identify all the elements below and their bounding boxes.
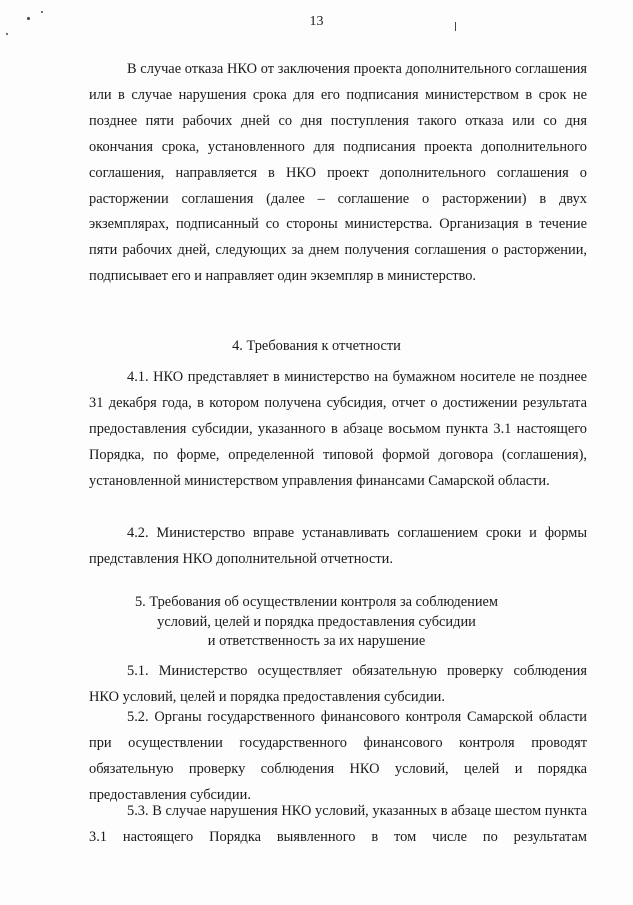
section-5-heading [0,593,633,652]
paragraph-termination [89,57,587,290]
heading-line: условий, целей и порядка предоставления субсидии [157,613,476,630]
paragraph-text: 5.1. Министерство осуществляет обязательную проверку соблюдения НКО условий, целей и порядка предоставления субсидии. [89,663,587,705]
paragraph-text: 4.2. Министерство вправе устанавливать соглашением сроки и формы представления НКО дополнительной отчетности. [89,525,587,567]
page-number: 13 [309,14,324,29]
paragraph-5-3 [89,799,587,851]
paragraph-text: 5.3. В случае нарушения НКО условий, указанных в абзаце шестом пункта 3.1 настоящего Порядка выявленного в том числе по результатам [89,803,587,845]
paragraph-text: В случае отказа НКО от заключения проекта дополнительного соглашения или в случае нарушения срока для его подписания министерством в срок не позднее пяти рабочих дней со дня поступления такого отказа или со дня окончания срока, установленного для подписания проекта дополнительного соглашения, направляется в НКО проект дополнительного соглашения о расторжении соглашения (далее – соглашение о расторжении) в двух экземплярах, подписанный со стороны министерства. Организация в течение пяти рабочих дней, следующих за днем получения соглашения о расторжении, подписывает его и направляет один экземпляр в министерство. [89,61,587,285]
paragraph-5-2 [89,705,587,809]
heading-line: 4. Требования к отчетности [232,338,401,354]
paragraph-4-2 [89,521,587,573]
section-4-heading [0,337,633,357]
paragraph-5-1 [89,659,587,711]
heading-line: 5. Требования об осуществлении контроля за соблюдением [134,594,499,610]
paragraph-text: 5.2. Органы государственного финансового контроля Самарской области при осуществлении государственного финансового контроля проводят обязательную проверку соблюдения НКО условий, целей и порядка предоставления субсидии. [89,709,587,803]
heading-line: и ответственность за их нарушение [207,633,426,649]
scan-speck [6,33,8,35]
paragraph-4-1 [89,365,587,495]
paragraph-text: 4.1. НКО представляет в министерство на бумажном носителе не позднее 31 декабря года, в котором получена субсидия, отчет о достижении результата предоставления субсидии, указанного в абзаце восьмом пункта 3.1 настоящего Порядка, по форме, определенной типовой формой договора (соглашения), установленной министерством управления финансами Самарской области. [89,369,587,489]
scan-speck [41,11,43,13]
